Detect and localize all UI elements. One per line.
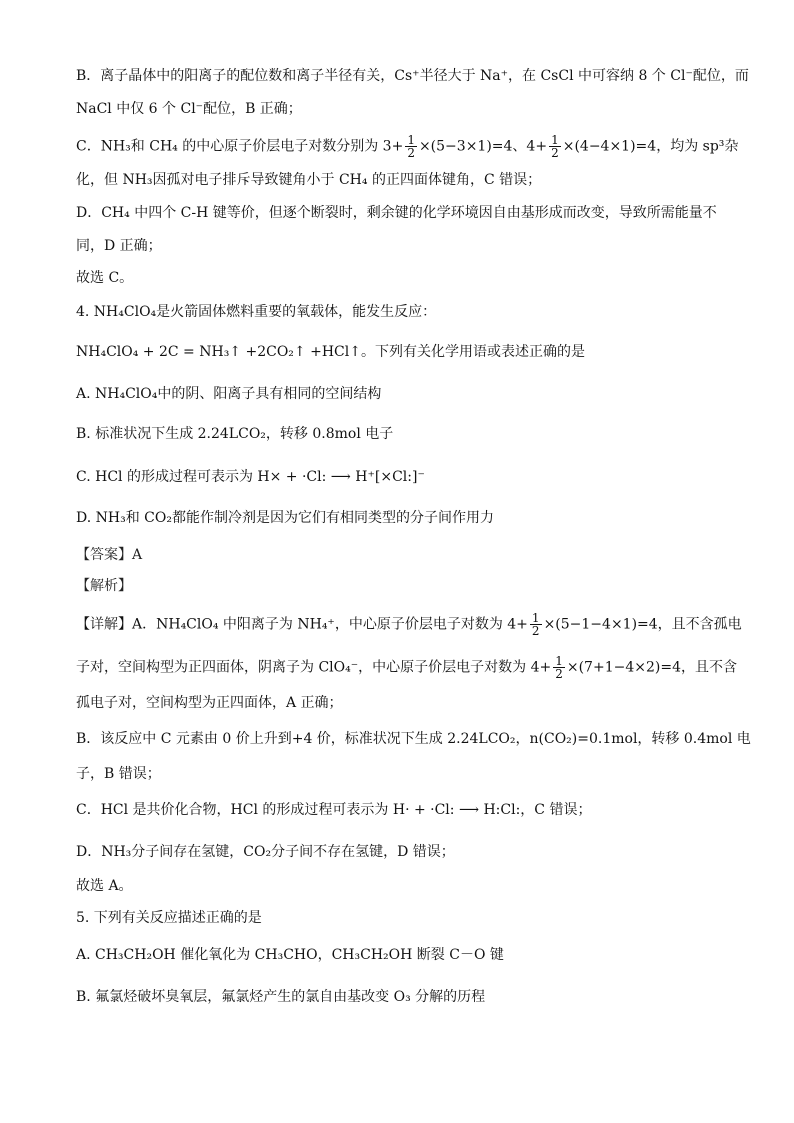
fraction-half (405, 134, 417, 159)
answer-label: 【答案】A (76, 547, 143, 563)
explanation-4-c: C．HCl 是共价化合物，HCl 的形成过程可表示为 H· + ·Cl: ⟶ H:Cl:，C 错误； (76, 802, 592, 818)
explanation-4-d: D．NH₃分子间存在氢键，CO₂分子间不存在氢键，D 错误； (76, 844, 455, 860)
question-4-option-c: C. HCl 的形成过程可表示为 H× + ·Cl: ⟶ H⁺[×Cl:]⁻ (76, 469, 425, 485)
selection-c: 故选 C。 (76, 270, 134, 286)
c-line-part-2: ×(5−3×1)=4、4+ (418, 138, 548, 155)
explanation-4-a-line-1 (76, 611, 742, 638)
explanation-4-b-line-2: 子，B 错误； (76, 766, 161, 782)
fraction-numerator: 1 (407, 133, 415, 147)
question-4-option-d: D. NH₃和 CO₂都能作制冷剂是因为它们有相同类型的分子间作用力 (76, 510, 494, 526)
e1-part-1: 【详解】A．NH₄ClO₄ 中阳离子为 NH₄⁺，中心原子价层电子对数为 4+ (76, 616, 528, 633)
fraction-numerator: 1 (551, 133, 559, 147)
explanation-4-b-line-1: B．该反应中 C 元素由 0 价上升到+4 价，标准状况下生成 2.24LCO₂，n(CO₂)=0.1mol，转移 0.4mol 电 (76, 731, 751, 747)
fraction-numerator: 1 (531, 611, 540, 625)
explanation-b-line-1: B．离子晶体中的阳离子的配位数和离子半径有关，Cs⁺半径大于 Na⁺，在 CsCl 中可容纳 8 个 Cl⁻配位，而 (76, 68, 749, 84)
explanation-4-a-line-2 (76, 654, 737, 681)
e2-part-1: 子对，空间构型为正四面体，阴离子为 ClO₄⁻，中心原子价层电子对数为 4+ (76, 659, 552, 676)
fraction-denominator: 2 (551, 146, 559, 160)
c-line-part-1: C．NH₃和 CH₄ 的中心原子价层电子对数分别为 3+ (76, 138, 404, 155)
fraction-half (553, 655, 565, 680)
explanation-d-line-2: 同，D 正确； (76, 238, 162, 254)
explanation-4-a-line-3: 孤电子对，空间构型为正四面体，A 正确； (76, 695, 343, 711)
fraction-denominator: 2 (407, 146, 415, 160)
explanation-d-line-1: D．CH₄ 中四个 C-H 键等价，但逐个断裂时，剩余键的化学环境因自由基形成而改变，导致所需能量不 (76, 205, 717, 221)
question-4-reaction: NH₄ClO₄ + 2C = NH₃↑ +2CO₂↑ +HCl↑。下列有关化学用语或表述正确的是 (76, 344, 585, 360)
question-5-option-b: B. 氟氯烃破坏臭氧层，氟氯烃产生的氯自由基改变 O₃ 分解的历程 (76, 989, 486, 1005)
fraction-denominator: 2 (555, 667, 563, 681)
explanation-c-line-2: 化，但 NH₃因孤对电子排斥导致键角小于 CH₄ 的正四面体键角，C 错误； (76, 172, 542, 188)
fraction-numerator: 1 (555, 654, 563, 668)
explanation-c-line-1 (76, 133, 739, 160)
question-4-option-b: B. 标准状况下生成 2.24LCO₂，转移 0.8mol 电子 (76, 426, 394, 442)
analysis-label: 【解析】 (76, 578, 132, 594)
selection-a: 故选 A。 (76, 878, 133, 894)
c-line-part-3: ×(4−4×1)=4，均为 sp³杂 (562, 138, 739, 155)
question-4-option-a: A. NH₄ClO₄中的阴、阳离子具有相同的空间结构 (76, 386, 382, 402)
e2-part-2: ×(7+1−4×2)=4，且不含 (566, 659, 737, 676)
e1-part-2: ×(5−1−4×1)=4，且不含孤电 (543, 616, 742, 633)
fraction-half (530, 612, 542, 637)
question-5-stem: 5. 下列有关反应描述正确的是 (76, 910, 262, 926)
fraction-half (549, 134, 561, 159)
explanation-b-line-2: NaCl 中仅 6 个 Cl⁻配位，B 正确； (76, 101, 302, 117)
fraction-denominator: 2 (531, 624, 540, 638)
question-4-stem: 4. NH₄ClO₄是火箭固体燃料重要的氧载体，能发生反应： (76, 304, 437, 320)
question-5-option-a: A. CH₃CH₂OH 催化氧化为 CH₃CHO，CH₃CH₂OH 断裂 C－O 键 (76, 947, 504, 963)
